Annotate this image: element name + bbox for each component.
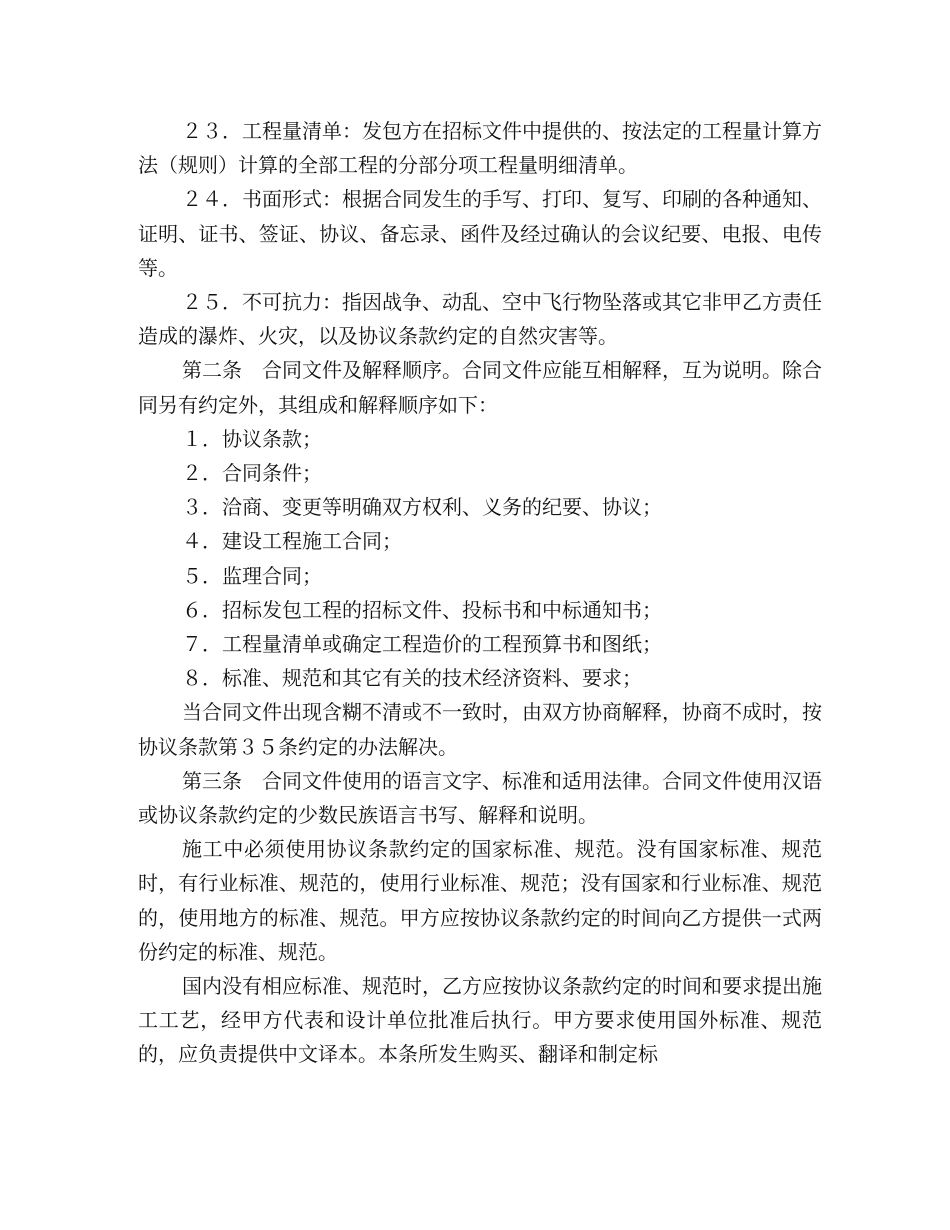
clause-23-paragraph: ２３．工程量清单：发包方在招标文件中提供的、按法定的工程量计算方法（规则）计算的全部工程的分部分项工程量明细清单。 bbox=[138, 119, 822, 178]
list-item: ６．招标发包工程的招标文件、投标书和中标通知书； bbox=[182, 597, 662, 622]
list-item: ５．监理合同； bbox=[182, 563, 322, 588]
list-item: ７．工程量清单或确定工程造价的工程预算书和图纸； bbox=[182, 632, 662, 657]
clause-25-paragraph: ２５．不可抗力：指因战争、动乱、空中飞行物坠落或其它非甲乙方责任造成的瀑炸、火灾，以及协议条款约定的自然灾害等。 bbox=[138, 290, 822, 349]
list-item: ４．建设工程施工合同； bbox=[182, 529, 402, 554]
article-2-paragraph: 第二条 合同文件及解释顺序。合同文件应能互相解释，互为说明。除合同另有约定外，其组成和解释顺序如下： bbox=[138, 358, 822, 417]
standards-paragraph: 施工中必须使用协议条款约定的国家标准、规范。没有国家标准、规范时，有行业标准、规范的，使用行业标准、规范；没有国家和行业标准、规范的，使用地方的标准、规范。甲方应按协议条款约定的时间向乙方提供一式两份约定的标准、规范。 bbox=[138, 837, 822, 964]
ambiguity-paragraph: 当合同文件出现含糊不清或不一致时，由双方协商解释，协商不成时，按协议条款第３５条约定的办法解决。 bbox=[138, 700, 822, 759]
list-item: １．协议条款； bbox=[182, 426, 322, 451]
article-3-paragraph: 第三条 合同文件使用的语言文字、标准和适用法律。合同文件使用汉语或协议条款约定的少数民族语言书写、解释和说明。 bbox=[138, 768, 822, 828]
list-item: ８．标准、规范和其它有关的技术经济资料、要求； bbox=[182, 666, 642, 691]
foreign-standards-paragraph: 国内没有相应标准、规范时，乙方应按协议条款约定的时间和要求提出施工工艺，经甲方代表和设计单位批准后执行。甲方要求使用国外标准、规范的，应负责提供中文译本。本条所发生购买、翻译和制定标 bbox=[138, 974, 822, 1067]
clause-24-paragraph: ２４．书面形式：根据合同发生的手写、打印、复写、印刷的各种通知、证明、证书、签证、协议、备忘录、函件及经过确认的会议纪要、电报、电传等。 bbox=[138, 187, 822, 280]
list-item: ３．洽商、变更等明确双方权利、义务的纪要、协议； bbox=[182, 495, 662, 520]
list-item: ２．合同条件； bbox=[182, 461, 322, 486]
document-body bbox=[138, 114, 822, 1072]
